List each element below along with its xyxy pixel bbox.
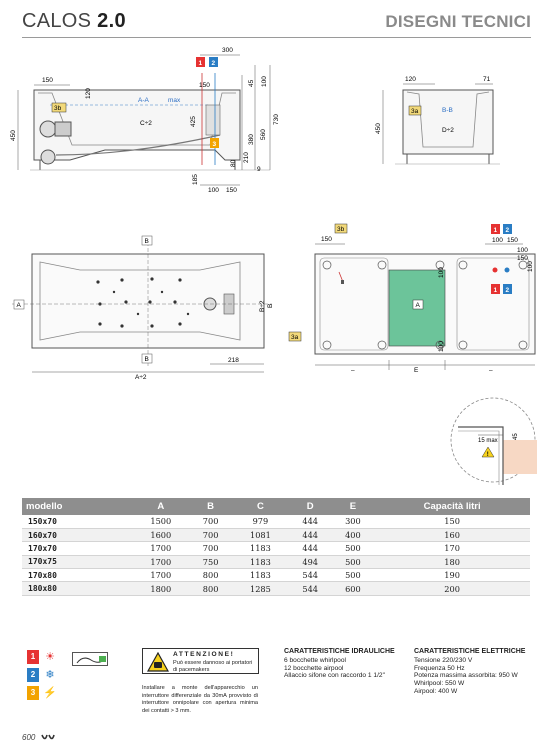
cell: 544 (289, 582, 332, 595)
title-light: CALOS (22, 10, 92, 32)
cell: 800 (189, 569, 232, 582)
inst-dim-100-lo: 100 (438, 341, 445, 352)
cell: 979 (232, 515, 289, 528)
cell: 400 (332, 528, 375, 541)
inst-dim-100-top: 100 (492, 237, 503, 244)
cell: 1700 (132, 569, 189, 582)
cell: 1183 (232, 569, 289, 582)
cold-water-icon: ❄ (45, 669, 55, 681)
cell: 180 (374, 555, 530, 568)
cell: 1700 (132, 542, 189, 555)
dim-300: 300 (222, 47, 233, 54)
plan-tag-a: A (16, 302, 21, 309)
dim-150-r: 150 (199, 82, 210, 89)
warning-text: Può essere dannoso ai portatori di pacemakers (173, 660, 253, 673)
badge-cold-top: 2 (211, 60, 216, 67)
cell: 170 (374, 542, 530, 555)
cell: 1700 (132, 555, 189, 568)
detail-dim-45: 45 (513, 433, 519, 440)
cell: 160 (374, 528, 530, 541)
dim-c-half: C÷2 (140, 120, 152, 127)
spec-table (22, 498, 530, 596)
inst-badge-cold-top: 2 (505, 227, 510, 234)
pacemaker-warning (142, 648, 259, 674)
col-c: C (232, 498, 289, 515)
cell: 160x70 (22, 528, 132, 541)
dim-100: 100 (261, 76, 268, 87)
hydraulic-line: Allaccio sifone con raccordo 1 1/2" (284, 672, 385, 680)
inst-dim-150-r: 150 (517, 255, 528, 262)
badge-hot-top: 1 (198, 60, 203, 67)
cell: 300 (332, 515, 375, 528)
cell: 600 (332, 582, 375, 595)
dim-120: 120 (85, 88, 92, 99)
dim-730: 730 (273, 114, 280, 125)
inst-zone-a-marker: A (415, 302, 420, 309)
section-aa: A-A (138, 97, 149, 104)
table-row (22, 555, 530, 568)
brand-logo (41, 734, 55, 742)
inst-badge-hot: 1 (493, 287, 498, 294)
cell: 750 (189, 555, 232, 568)
dim-380: 380 (248, 134, 255, 145)
badge-1: 1 (27, 650, 39, 664)
warning-triangle-icon: ! (486, 452, 489, 458)
electric-icon: ⚡ (43, 687, 57, 699)
shower-hose-icon (72, 652, 108, 666)
dim-45: 45 (248, 79, 255, 87)
dim-9: 9 (257, 166, 261, 173)
cell: 1081 (232, 528, 289, 541)
cell: 1600 (132, 528, 189, 541)
plan-view-drawing (10, 232, 275, 380)
cell: 500 (332, 542, 375, 555)
col-b: B (189, 498, 232, 515)
cell: 170x75 (22, 555, 132, 568)
end-dim-d-half: D÷2 (442, 127, 454, 134)
hot-water-icon: ☀ (45, 651, 55, 663)
electrical-title: CARATTERISTICHE ELETTRICHE (414, 648, 526, 655)
dim-150-top: 150 (42, 77, 53, 84)
inst-dim-dash-r: – (489, 367, 493, 374)
cell: 1183 (232, 542, 289, 555)
electrical-features (414, 648, 525, 696)
col-modello: modello (22, 498, 132, 515)
plan-dim-a-half: A÷2 (135, 374, 147, 380)
cell: 170x70 (22, 542, 132, 555)
table-row (22, 569, 530, 582)
cell: 1500 (132, 515, 189, 528)
end-dim-71: 71 (483, 76, 491, 83)
table-row (22, 542, 530, 555)
electrical-line: Tensione 220/230 V (414, 656, 473, 664)
dim-185: 185 (192, 174, 199, 185)
col-capacita: Capacità litri (374, 498, 530, 515)
plan-tag-b-top: B (144, 238, 149, 245)
inst-badge-hot-top: 1 (493, 227, 498, 234)
cell: 200 (374, 582, 530, 595)
install-note: Installare a monte dell'apparecchio un interruttore differenziale da 30mA provvisto di interruttore onnipolare con apertura minima dei contatti > 3 mm. (142, 685, 258, 714)
edge-detail-drawing (448, 395, 538, 485)
tag-3a: 3a (411, 108, 419, 115)
max-level: max (168, 97, 181, 104)
hydraulic-line: 6 bocchette whirlpool (284, 656, 346, 664)
cell: 1183 (232, 555, 289, 568)
electrical-line: Frequenza 50 Hz (414, 664, 465, 672)
warning-title: ATTENZIONE! (173, 651, 235, 658)
col-e: E (332, 498, 375, 515)
dim-150-b: 150 (226, 187, 237, 194)
inst-dim-dash-l: – (351, 367, 355, 374)
cell: 444 (289, 528, 332, 541)
dim-450: 450 (10, 130, 17, 141)
cell: 444 (289, 515, 332, 528)
inst-dim-e: E (414, 367, 419, 374)
electrical-line: Airpool: 400 W (414, 687, 458, 695)
legend-cold (27, 668, 63, 684)
plan-dim-218: 218 (228, 357, 239, 364)
inst-tag-3a: 3a (291, 334, 299, 341)
col-a: A (132, 498, 189, 515)
dim-100-b: 100 (208, 187, 219, 194)
tag-3b: 3b (54, 105, 62, 112)
page-title (22, 10, 126, 33)
end-dim-120: 120 (405, 76, 416, 83)
legend-electric (27, 686, 63, 702)
inst-dim-150-top: 150 (507, 237, 518, 244)
dim-80: 80 (230, 159, 237, 167)
detail-dim-15max: 15 max (478, 438, 498, 444)
hydraulic-line: 12 bocchette airpool (284, 664, 344, 672)
electrical-line: Potenza massima assorbita: 950 W (414, 672, 518, 680)
inst-dim-100-mid: 100 (438, 267, 445, 278)
badge-3: 3 (27, 686, 39, 700)
cell: 544 (289, 569, 332, 582)
cell: 150 (374, 515, 530, 528)
cell: 180x80 (22, 582, 132, 595)
cell: 170x80 (22, 569, 132, 582)
end-dim-450: 450 (375, 123, 382, 134)
table-row (22, 528, 530, 541)
installation-plan-drawing (285, 220, 540, 375)
cell: 190 (374, 569, 530, 582)
cell: 500 (332, 555, 375, 568)
badge-2: 2 (27, 668, 39, 682)
inst-badge-cold: 2 (505, 287, 510, 294)
dim-425: 425 (190, 116, 197, 127)
badge-elec: 3 (212, 141, 217, 148)
inst-dim-100-side: 100 (527, 261, 534, 272)
cell: 1800 (132, 582, 189, 595)
table-row (22, 582, 530, 595)
cell: 444 (289, 542, 332, 555)
cell: 700 (189, 542, 232, 555)
hydraulic-title: CARATTERISTICHE IDRAULICHE (284, 648, 395, 655)
page-number: 600 (22, 733, 36, 742)
page-footer (22, 733, 55, 742)
cell: 700 (189, 515, 232, 528)
plan-dim-b-half: B÷2 (259, 300, 266, 312)
col-d: D (289, 498, 332, 515)
end-section-drawing (375, 72, 505, 182)
inst-dim-150-l: 150 (321, 236, 332, 243)
section-bb: B-B (442, 107, 453, 114)
cell: 800 (189, 582, 232, 595)
table-row (22, 515, 530, 528)
dim-560: 560 (260, 129, 267, 140)
plan-tag-b-bottom: B (144, 356, 149, 363)
table-header-row (22, 498, 530, 515)
hydraulic-features (284, 648, 395, 680)
section-title: DISEGNI TECNICI (385, 12, 531, 31)
cell: 150x70 (22, 515, 132, 528)
title-bold: 2.0 (97, 10, 126, 32)
cell: 500 (332, 569, 375, 582)
inst-tag-3b: 3b (337, 226, 345, 233)
legend-hot (27, 650, 63, 666)
header-rule (22, 37, 531, 38)
side-section-drawing (10, 45, 280, 195)
cell: 700 (189, 528, 232, 541)
electrical-line: Whirlpool: 550 W (414, 680, 465, 688)
cell: 1285 (232, 582, 289, 595)
inst-dim-100-r: 100 (517, 247, 528, 254)
plan-dim-b: B (267, 303, 274, 308)
cell: 494 (289, 555, 332, 568)
pacemaker-icon (147, 652, 169, 672)
dim-210: 210 (243, 152, 250, 163)
